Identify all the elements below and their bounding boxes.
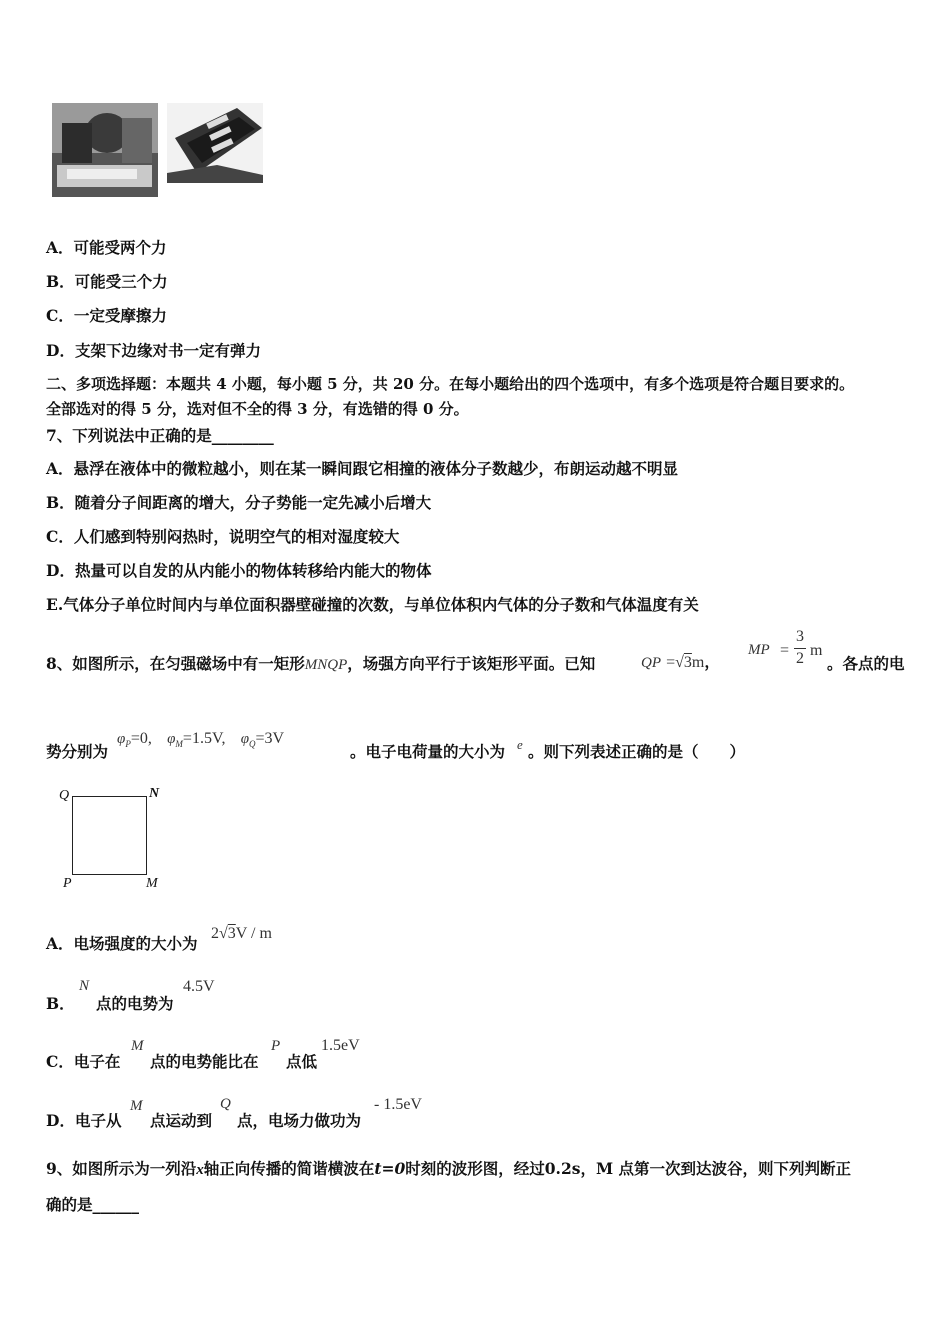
q8-stem-line2-end: 。则下列表述正确的是（ ） <box>528 742 746 761</box>
q9-stem-line1: 9、如图所示为一列沿x轴正向传播的简谐横波在t=0时刻的波形图，经过0.2s，M 点第一次到达波谷，则下列判断正 <box>46 1159 852 1178</box>
q8-stem-line2-start: 势分别为 <box>46 742 109 761</box>
q8-diagram-label-p: P <box>63 876 72 891</box>
q8-option-a-value: 2√3V / m <box>211 925 272 942</box>
q8-option-c-text3: 点低 <box>286 1052 318 1071</box>
q7-option-b: B．随着分子间距离的增大，分子势能一定先减小后增大 <box>46 493 432 512</box>
q7-option-c: C．人们感到特别闷热时，说明空气的相对湿度较大 <box>46 527 400 546</box>
q8-option-d-point1: M <box>130 1098 143 1114</box>
q8-diagram-label-n: N <box>149 786 160 801</box>
q7-option-a: A．悬浮在液体中的微粒越小，则在某一瞬间跟它相撞的液体分子数越少，布朗运动越不明显 <box>46 459 679 478</box>
q8-option-c-point2: P <box>271 1038 281 1054</box>
q8-rect-diagram <box>72 796 147 875</box>
q8-stem-line2-mid: 。电子电荷量的大小为 <box>350 742 506 761</box>
q7-option-e: E.气体分子单位时间内与单位面积器壁碰撞的次数，与单位体积内气体的分子数和气体温度有关 <box>46 595 699 614</box>
book-photo-left <box>52 103 158 197</box>
q8-option-c: C．电子在 <box>46 1052 121 1071</box>
top-option-d: D．支架下边缘对书一定有弹力 <box>46 341 261 360</box>
q8-option-d-text3: 点，电场力做功为 <box>237 1111 362 1130</box>
q8-option-d: D．电子从 <box>46 1111 122 1130</box>
q8-option-c-point1: M <box>131 1038 144 1054</box>
top-option-b: B．可能受三个力 <box>46 272 168 291</box>
q8-option-d-point2: Q <box>220 1096 231 1112</box>
q8-stem-line1-end: 。各点的电 <box>827 654 905 673</box>
section2-line1: 二、多项选择题：本题共 4 小题，每小题 5 分，共 20 分。在每小题给出的四个选项中，有多个选项是符合题目要求的。 <box>46 375 855 393</box>
top-option-a: A．可能受两个力 <box>46 238 167 257</box>
q8-diagram-label-m: M <box>146 876 158 891</box>
q8-stem-line1: 8、如图所示，在匀强磁场中有一矩形MNQP，场强方向平行于该矩形平面。已知 <box>46 654 596 673</box>
q8-qp-formula: QP =√3m， <box>641 652 720 671</box>
q8-diagram-label-q: Q <box>59 788 70 803</box>
section2-line2: 全部选对的得 5 分，选对但不全的得 3 分，有选错的得 0 分。 <box>46 400 469 418</box>
q7-option-d: D．热量可以自发的从内能小的物体转移给内能大的物体 <box>46 561 432 580</box>
q8-e-symbol: e <box>517 737 523 752</box>
q8-potentials: $\varphi_P=0$, $\varphi_M=1.5V$, $\varphi_Q=3V$ <box>117 730 285 750</box>
q8-option-d-value: - 1.5eV <box>374 1096 422 1113</box>
q8-option-a: A．电场强度的大小为 <box>46 934 198 953</box>
q8-option-c-value: 1.5eV <box>321 1037 360 1054</box>
top-option-c: C．一定受摩擦力 <box>46 306 167 325</box>
q8-option-b-label: B． <box>46 994 75 1013</box>
q7-stem: 7、下列说法中正确的是________ <box>46 426 274 445</box>
q8-option-b-point: N <box>79 978 90 994</box>
q8-option-d-text2: 点运动到 <box>150 1111 213 1130</box>
q8-option-b-text: 点的电势为 <box>96 994 174 1013</box>
q8-option-b-value: 4.5V <box>183 978 215 995</box>
q8-option-c-text2: 点的电势能比在 <box>150 1052 259 1071</box>
book-photo-right <box>167 103 263 183</box>
q9-stem-line2: 确的是______ <box>46 1195 140 1214</box>
